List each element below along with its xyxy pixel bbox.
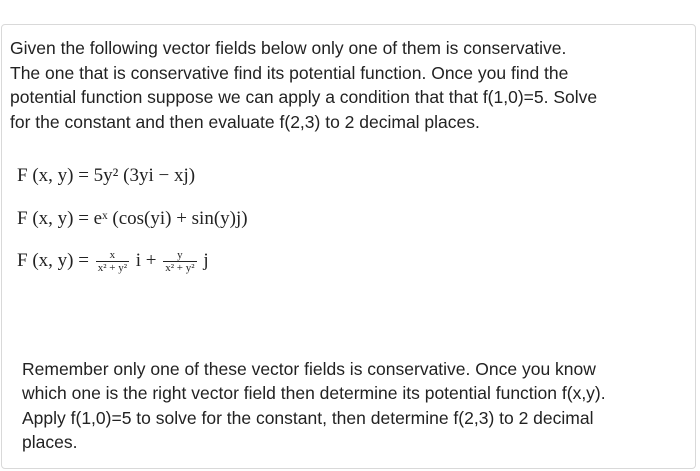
equation-3-mid: i +: [135, 249, 157, 271]
reminder-line: Apply f(1,0)=5 to solve for the constant, then determine f(2,3) to 2 decimal: [22, 407, 594, 428]
intro-line: The one that is conservative find its potential function. Once you find the: [10, 62, 569, 83]
vector-field-equation-2: F (x, y) = eˣ (cos(yi) + sin(y)j): [17, 208, 248, 229]
fraction-numerator: y: [163, 249, 196, 262]
reminder-line: which one is the right vector field then determine its potential function f(x,y).: [22, 383, 606, 404]
question-intro: [10, 36, 597, 134]
fraction-y-term: [163, 249, 196, 274]
equation-3-lhs: F (x, y) =: [17, 249, 89, 271]
question-reminder: [22, 357, 606, 455]
reminder-line: places.: [22, 432, 78, 453]
fraction-x-term: [96, 249, 129, 274]
equation-3-end: j: [203, 249, 209, 271]
intro-line: Given the following vector fields below only one of them is conservative.: [10, 38, 567, 58]
vector-field-equation-3: [17, 249, 209, 274]
vector-field-equation-1: F (x, y) = 5y² (3yi − xj): [17, 165, 196, 186]
intro-line: potential function suppose we can apply a condition that that f(1,0)=5. Solve: [10, 87, 598, 108]
fraction-denominator: x² + y²: [97, 262, 127, 274]
fraction-denominator: x² + y²: [165, 262, 195, 274]
intro-line: for the constant and then evaluate f(2,3) to 2 decimal places.: [10, 111, 480, 132]
fraction-numerator: x: [96, 249, 129, 262]
reminder-line: Remember only one of these vector fields is conservative. Once you know: [22, 359, 596, 379]
